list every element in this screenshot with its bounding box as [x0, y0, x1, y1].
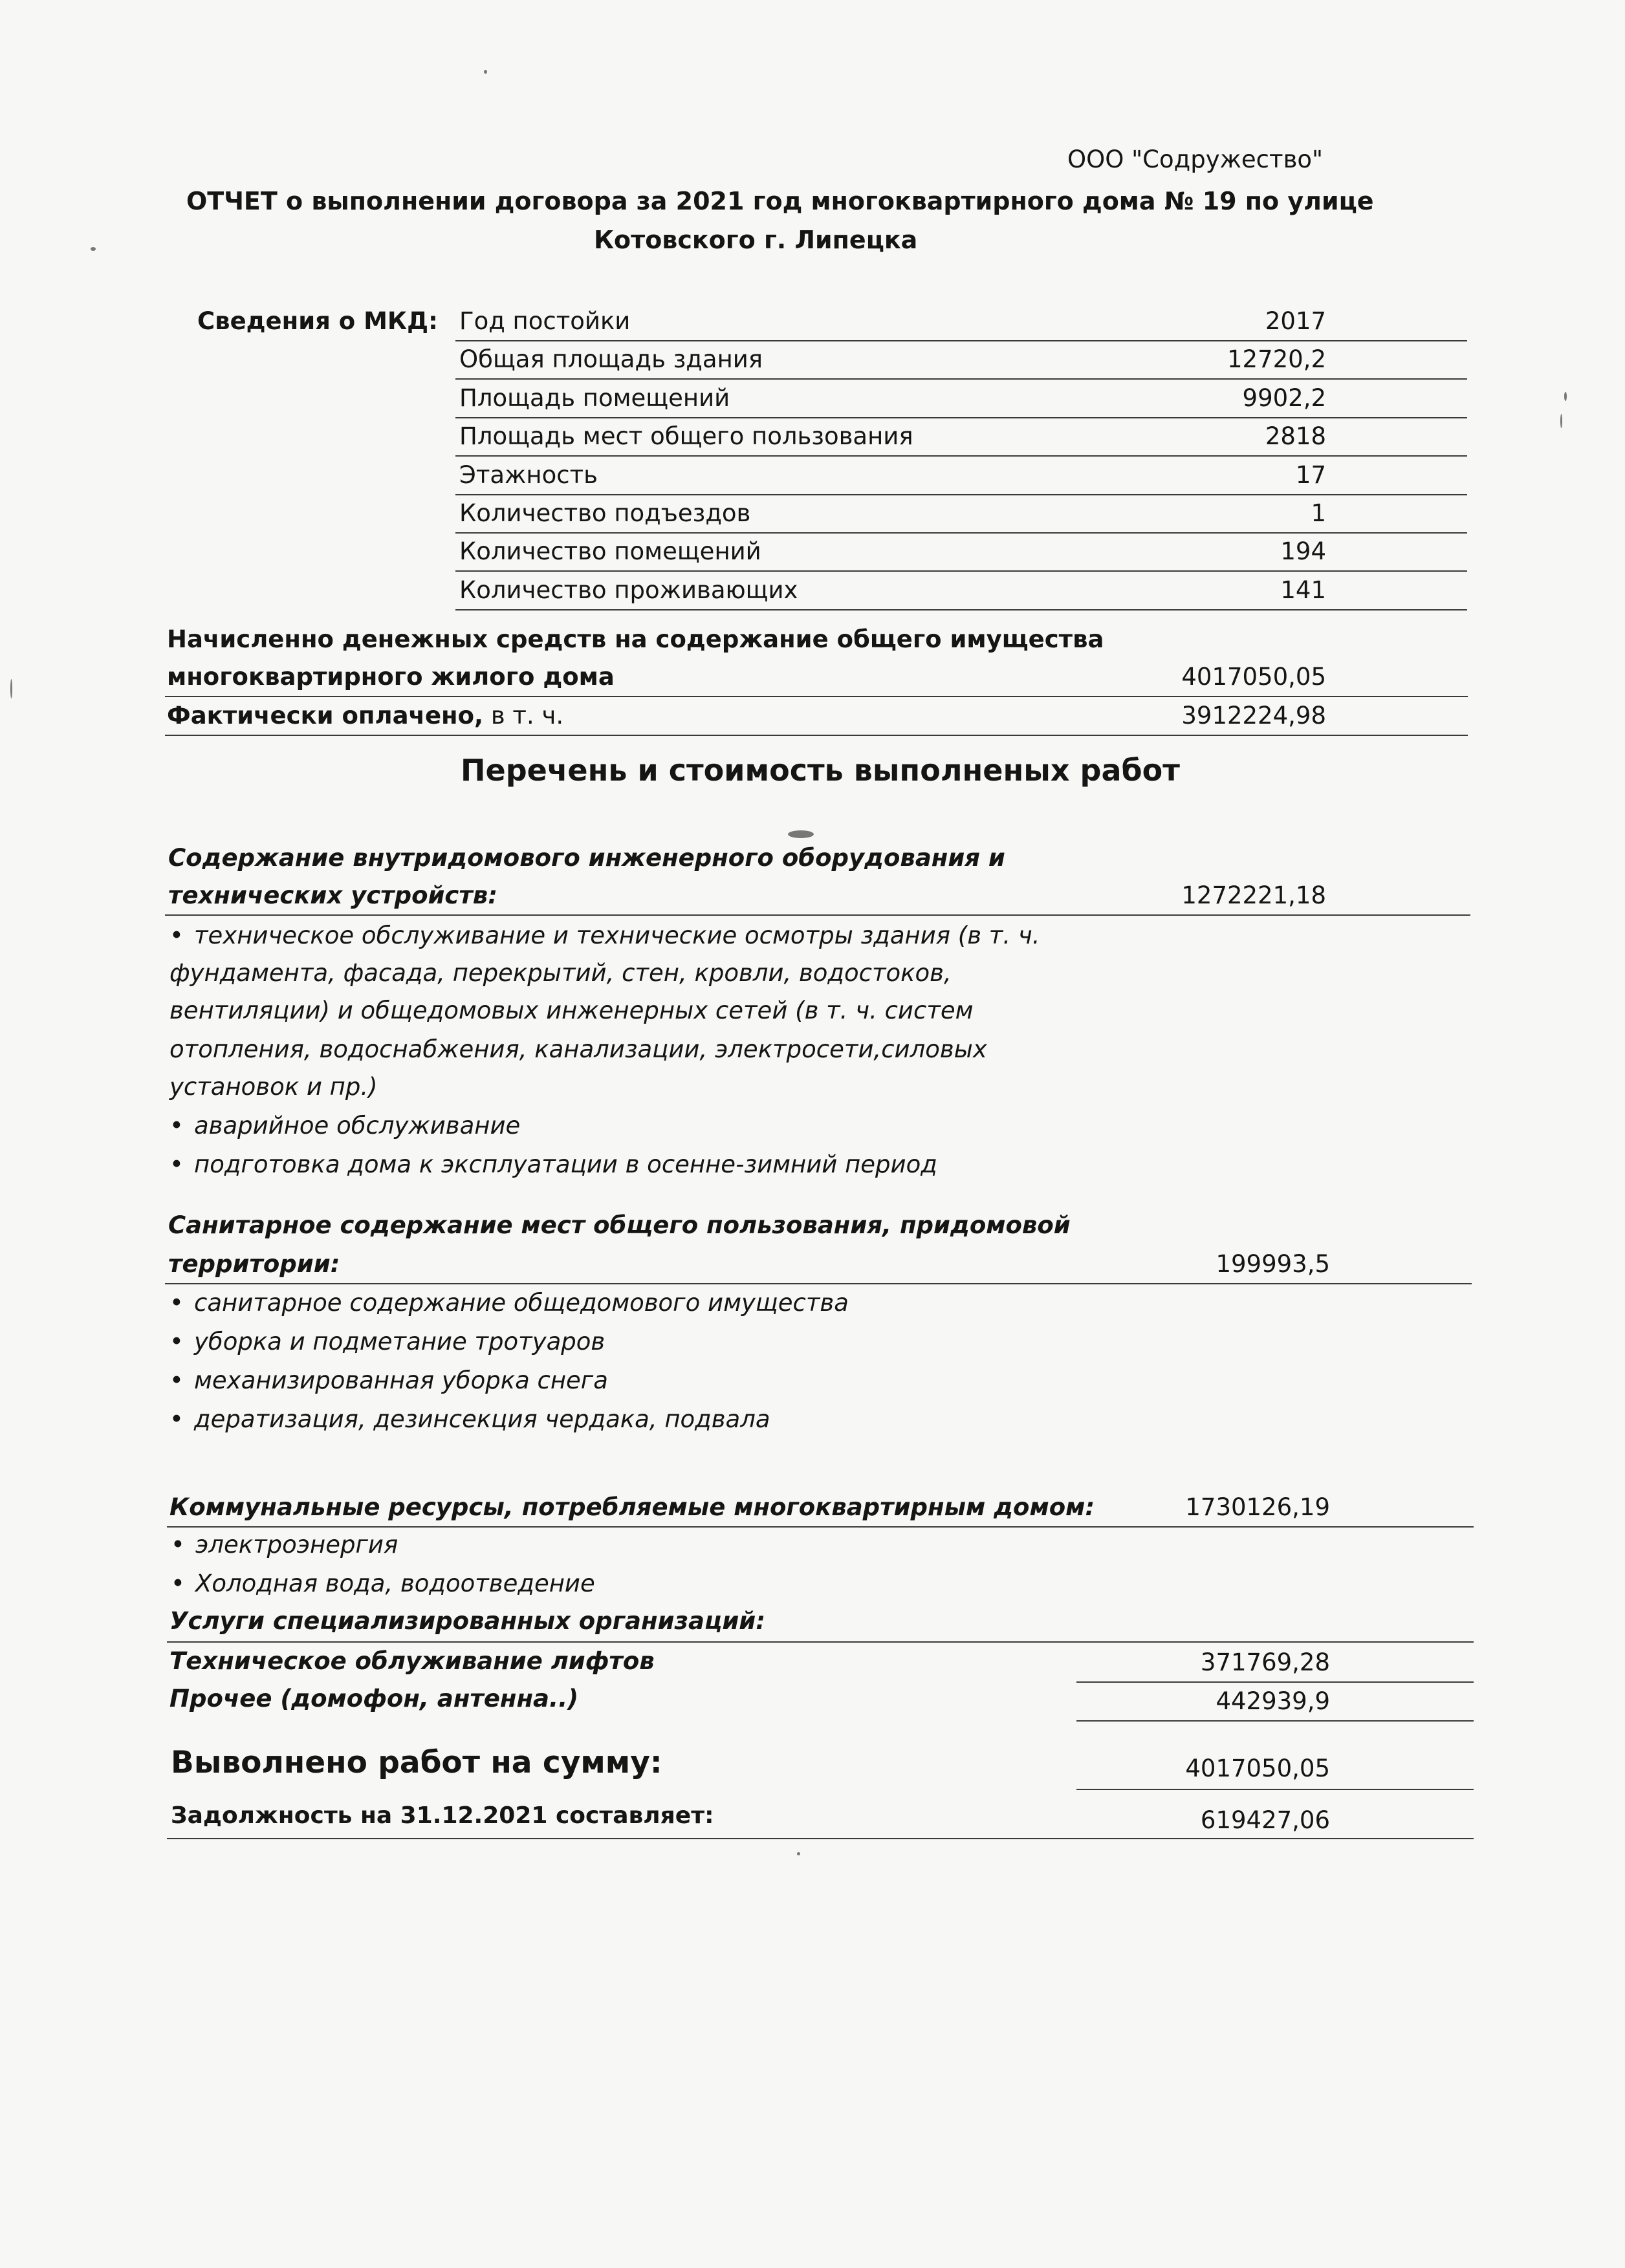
- accrued-label-line-2: многоквартирного жилого дома: [167, 663, 615, 691]
- mkd-row-rule: [455, 455, 1467, 457]
- mkd-row-value: 17: [1295, 461, 1326, 489]
- total-value: 4017050,05: [1185, 1755, 1330, 1782]
- section1-bullet-1-line-4: отопления, водоснабжения, канализации, электросети,силовых: [169, 1035, 987, 1063]
- mkd-row-rule: [455, 494, 1467, 495]
- section2-bullet-1-marker: •: [169, 1289, 184, 1317]
- section2-bullet-2-marker: •: [169, 1328, 184, 1355]
- section1-bullet-3: подготовка дома к эксплуатации в осенне-зимний период: [194, 1150, 937, 1178]
- special-row-1-rule: [1076, 1681, 1474, 1683]
- scan-speck: [91, 247, 96, 251]
- mkd-row-value: 141: [1280, 576, 1326, 604]
- section1-title-line-2: технических устройств:: [168, 881, 498, 909]
- mkd-label: Сведения о МКД:: [197, 307, 438, 335]
- scan-speck: [10, 679, 12, 698]
- section1-bullet-1-line-3: вентиляции) и общедомовых инженерных сетей (в т. ч. систем: [169, 997, 974, 1024]
- mkd-row-rule: [455, 417, 1467, 418]
- special-title: Услуги специализированных организаций:: [169, 1607, 766, 1635]
- section3-bullet-1-marker: •: [171, 1531, 185, 1559]
- section2-rule: [165, 1283, 1472, 1284]
- mkd-row-value: 2017: [1265, 307, 1326, 335]
- debt-value: 619427,06: [1200, 1806, 1330, 1834]
- section2-title-line-1: Санитарное содержание мест общего пользования, придомовой: [168, 1211, 1071, 1239]
- mkd-row-value: 1: [1311, 499, 1326, 527]
- paid-label-row: [167, 704, 563, 728]
- mkd-row-rule: [455, 340, 1467, 341]
- scan-speck: [484, 70, 487, 74]
- paid-value: 3912224,98: [1181, 702, 1326, 729]
- section2-bullet-4: дератизация, дезинсекция чердака, подвала: [194, 1405, 770, 1433]
- scan-speck: [788, 830, 814, 838]
- works-title: Перечень и стоимость выполненых работ: [461, 753, 1180, 788]
- section1-bullet-1-line-1: техническое обслуживание и технические осмотры здания (в т. ч.: [194, 922, 1040, 949]
- mkd-row-name: Общая площадь здания: [459, 345, 763, 373]
- section1-bullet-1-line-2: фундамента, фасада, перекрытий, стен, кровли, водостоков,: [169, 959, 952, 987]
- mkd-row-rule: [455, 378, 1467, 380]
- mkd-row-name: Год постойки: [459, 307, 631, 335]
- section1-bullet-3-marker: •: [169, 1150, 184, 1178]
- mkd-row-value: 9902,2: [1242, 384, 1326, 412]
- special-row-2-rule: [1076, 1720, 1474, 1722]
- mkd-row-rule: [455, 609, 1467, 610]
- scan-speck: [1560, 414, 1562, 428]
- section1-title-line-1: Содержание внутридомового инженерного оборудования и: [168, 844, 1005, 872]
- section2-bullet-3: механизированная уборка снега: [194, 1366, 608, 1394]
- scan-speck: [1564, 392, 1567, 401]
- paid-rule: [165, 735, 1468, 736]
- mkd-row-name: Площадь помещений: [459, 384, 730, 412]
- section2-bullet-2: уборка и подметание тротуаров: [194, 1328, 605, 1355]
- report-title-line-2: Котовского г. Липецка: [594, 226, 918, 254]
- debt-rule: [167, 1838, 1474, 1839]
- scan-speck: [797, 1852, 800, 1855]
- mkd-row-name: Количество подъездов: [459, 499, 751, 527]
- section3-bullet-2-marker: •: [171, 1570, 185, 1597]
- section1-bullet-2: аварийное обслуживание: [194, 1112, 521, 1139]
- section3-title: Коммунальные ресурсы, потребляемые многоквартирным домом:: [169, 1493, 1095, 1521]
- report-title-line-1: ОТЧЕТ о выполнении договора за 2021 год многоквартирного дома № 19 по улице: [186, 187, 1374, 215]
- accrued-rule: [165, 696, 1468, 697]
- special-row-2-name: Прочее (домофон, антенна..): [169, 1685, 579, 1712]
- mkd-row-value: 194: [1280, 537, 1326, 565]
- mkd-row-rule: [455, 570, 1467, 572]
- mkd-row-name: Количество проживающих: [459, 576, 798, 604]
- mkd-row-name: Количество помещений: [459, 537, 761, 565]
- special-title-rule: [167, 1641, 1474, 1643]
- section3-bullet-2: Холодная вода, водоотведение: [195, 1570, 595, 1597]
- section3-rule: [167, 1526, 1474, 1528]
- mkd-row-value: 12720,2: [1227, 345, 1326, 373]
- debt-label: Задолжность на 31.12.2021 составляет:: [171, 1802, 714, 1829]
- section3-bullet-1: электроэнергия: [195, 1531, 398, 1559]
- total-rule: [1076, 1789, 1474, 1790]
- section2-bullet-1: санитарное содержание общедомового имущества: [194, 1289, 849, 1317]
- section1-rule: [165, 914, 1470, 916]
- mkd-row-value: 2818: [1265, 422, 1326, 450]
- mkd-row-name: Площадь мест общего пользования: [459, 422, 913, 450]
- accrued-value: 4017050,05: [1181, 663, 1326, 691]
- section1-value: 1272221,18: [1181, 881, 1326, 909]
- special-row-1-value: 371769,28: [1200, 1648, 1330, 1676]
- company-name: ООО "Содружество": [1067, 146, 1324, 173]
- mkd-row-rule: [455, 532, 1467, 534]
- paid-label-suffix: в т. ч.: [483, 702, 564, 729]
- section1-bullet-1-line-5: установок и пр.): [169, 1073, 378, 1101]
- section1-bullet-1-marker: •: [169, 922, 184, 949]
- section2-value: 199993,5: [1216, 1250, 1330, 1278]
- mkd-row-name: Этажность: [459, 461, 598, 489]
- accrued-label-line-1: Начисленно денежных средств на содержание общего имущества: [167, 625, 1104, 653]
- special-row-1-name: Техническое облуживание лифтов: [169, 1647, 655, 1675]
- section3-value: 1730126,19: [1185, 1493, 1330, 1521]
- section2-title-line-2: территории:: [168, 1250, 340, 1278]
- special-row-2-value: 442939,9: [1216, 1687, 1330, 1715]
- section1-bullet-2-marker: •: [169, 1112, 184, 1139]
- paid-label: Фактически оплачено,: [167, 702, 484, 729]
- total-label: Выволнено работ на сумму:: [171, 1745, 662, 1780]
- section2-bullet-3-marker: •: [169, 1366, 184, 1394]
- section2-bullet-4-marker: •: [169, 1405, 184, 1433]
